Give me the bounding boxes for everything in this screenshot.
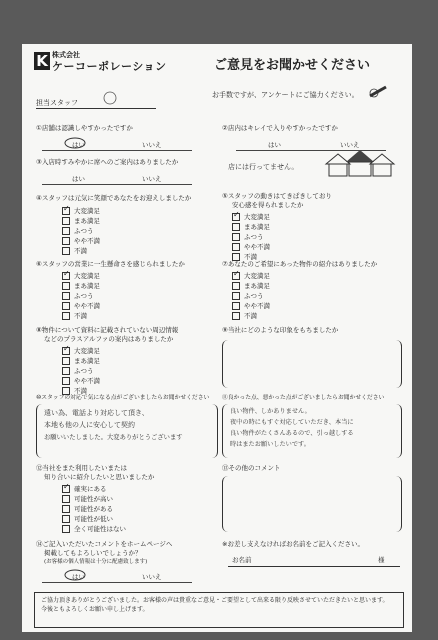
- q5-option[interactable]: ふつう: [232, 232, 270, 242]
- checkbox[interactable]: [232, 213, 240, 221]
- q2-text: ②店内はキレイで入りやすかったですか: [222, 124, 338, 132]
- q3-text: ③入店時すみやかに席へのご案内はありましたか: [36, 158, 179, 166]
- q6-options: [62, 271, 100, 321]
- q12-text-2: 知り合いに紹介したいと思いましたか: [44, 473, 155, 481]
- checkbox[interactable]: [232, 302, 240, 310]
- q8-option[interactable]: やや不満: [62, 376, 100, 386]
- checkbox[interactable]: [232, 292, 240, 300]
- q12-option[interactable]: 可能性が低い: [62, 514, 126, 524]
- houses-illustration: [322, 148, 400, 178]
- q1-text: ①店舗は認識しやすかったですか: [36, 124, 133, 132]
- company-name: ケーコーポレーション: [52, 60, 167, 73]
- checkbox[interactable]: [62, 357, 70, 365]
- q2-no[interactable]: いいえ: [340, 141, 360, 149]
- q10-line-2: 本地も他の人に安心して契約: [44, 421, 135, 429]
- name-suffix: 様: [378, 556, 385, 564]
- q5-option[interactable]: 不満: [232, 252, 270, 262]
- checkbox[interactable]: [62, 347, 70, 355]
- name-field[interactable]: [228, 566, 400, 567]
- checkbox[interactable]: [62, 485, 70, 493]
- checkbox[interactable]: [62, 525, 70, 533]
- q7-option[interactable]: まあ満足: [232, 281, 270, 291]
- q12-option[interactable]: ✓確実にある: [62, 484, 126, 494]
- staff-label: 担当スタッフ: [36, 99, 78, 107]
- page-subtitle: お手数ですが、アンケートにご協力ください。: [212, 91, 359, 99]
- checkbox[interactable]: [62, 227, 70, 235]
- q10-line-1: 遠い為、電話より対応して頂き、: [44, 409, 149, 417]
- q4-option[interactable]: 不満: [62, 246, 100, 256]
- name-prompt: ※お差し支えなければお名前をご記入ください。: [222, 540, 364, 548]
- checkbox[interactable]: [62, 377, 70, 385]
- q6-option[interactable]: ✓大変満足: [62, 271, 100, 281]
- q9-text: ⑨当社にどのような印象をもちましたか: [222, 326, 339, 334]
- q4-option[interactable]: やや不満: [62, 236, 100, 246]
- checkbox[interactable]: [232, 243, 240, 251]
- checkbox[interactable]: [232, 223, 240, 231]
- footer-box: [34, 592, 404, 628]
- q8-option[interactable]: ふつう: [62, 366, 100, 376]
- q7-option[interactable]: ふつう: [232, 291, 270, 301]
- q4-option[interactable]: ✓大変満足: [62, 206, 100, 216]
- q1-yes-circle: [64, 137, 86, 149]
- checkbox[interactable]: [62, 302, 70, 310]
- q7-option[interactable]: 不満: [232, 311, 270, 321]
- staff-stamp: [102, 90, 118, 106]
- checkbox[interactable]: [62, 272, 70, 280]
- pen-icon: [368, 84, 390, 98]
- staff-line: [36, 108, 156, 109]
- q8-text-2: などのプラスアルファの案内はありましたか: [44, 335, 174, 343]
- q12-options: [62, 484, 126, 534]
- checkbox[interactable]: [62, 217, 70, 225]
- checkbox[interactable]: [232, 312, 240, 320]
- survey-sheet: [22, 44, 412, 632]
- q4-text: ④スタッフは元気に笑顔であなたをお迎えしましたか: [36, 194, 192, 202]
- checkbox[interactable]: [62, 247, 70, 255]
- name-label: お名前: [232, 556, 252, 564]
- q8-option[interactable]: 不満: [62, 386, 100, 396]
- q8-text-1: ⑧物件について資料に記載されていない周辺情報: [36, 326, 179, 334]
- q6-option[interactable]: やや不満: [62, 301, 100, 311]
- q10-text: ⑩スタッフの対応で気になる点がございましたらお聞かせください: [36, 395, 210, 401]
- q3-yes[interactable]: はい: [72, 175, 85, 183]
- q10-line-3: お願いいたしました。大変ありがとうございます: [44, 434, 183, 441]
- q5-options: [232, 212, 270, 262]
- q14-yes[interactable]: はい: [72, 573, 85, 581]
- checkbox[interactable]: [232, 272, 240, 280]
- q11-text: ⑪良かった点、悪かった点がございましたらお聞かせください: [222, 395, 385, 401]
- q1-yes[interactable]: はい: [72, 141, 85, 149]
- q14-line: [42, 582, 192, 583]
- q3-no[interactable]: いいえ: [142, 175, 162, 183]
- q7-text: ⑦あなたのご希望にあった物件の紹介はありましたか: [222, 260, 378, 268]
- checkbox[interactable]: [232, 282, 240, 290]
- checkbox[interactable]: [62, 367, 70, 375]
- q14-text-3: (お客様の個人情報は十分に配慮致します): [44, 559, 148, 565]
- q13-answer-box[interactable]: [222, 476, 402, 532]
- q1-line: [42, 150, 192, 151]
- q12-option[interactable]: 可能性がある: [62, 504, 126, 514]
- q6-text: ⑥スタッフの営業に一生懸命さを感じられましたか: [36, 260, 185, 268]
- q12-option[interactable]: 全く可能性はない: [62, 524, 126, 534]
- checkbox[interactable]: [62, 207, 70, 215]
- q14-text-1: ⑭ご記入いただいたコメントをホームページへ: [36, 540, 173, 548]
- company-logo: K: [34, 52, 50, 70]
- q4-option[interactable]: まあ満足: [62, 216, 100, 226]
- q6-option[interactable]: ふつう: [62, 291, 100, 301]
- q8-options: [62, 346, 100, 396]
- q11-line-2: 夜中の時にもすぐ対応していただき、本当に: [230, 419, 354, 426]
- q5-option[interactable]: まあ満足: [232, 222, 270, 232]
- q13-text: ⑬その他のコメント: [222, 464, 281, 472]
- checkbox[interactable]: [62, 505, 70, 513]
- page-title: ご意見をお聞かせください: [214, 58, 371, 73]
- q7-option[interactable]: やや不満: [232, 301, 270, 311]
- q3-line: [42, 184, 192, 185]
- q8-option[interactable]: まあ満足: [62, 356, 100, 366]
- footer-text: [35, 593, 403, 617]
- q6-option[interactable]: 不満: [62, 311, 100, 321]
- q7-option[interactable]: ✓大変満足: [232, 271, 270, 281]
- q5-option[interactable]: ✓大変満足: [232, 212, 270, 222]
- q4-options: [62, 206, 100, 256]
- q5-option[interactable]: やや不満: [232, 242, 270, 252]
- checkbox[interactable]: [62, 312, 70, 320]
- q2-yes[interactable]: はい: [268, 141, 281, 149]
- q12-text-1: ⑫当社をまた利用したいまたは: [36, 464, 127, 472]
- checkbox[interactable]: [62, 292, 70, 300]
- company-type: 株式会社: [52, 51, 80, 59]
- checkbox[interactable]: [62, 282, 70, 290]
- q3-handwritten-note: 店には行ってません。: [228, 163, 299, 171]
- q8-option[interactable]: ✓大変満足: [62, 346, 100, 356]
- q5-text-2: 安心感を得られましたか: [232, 201, 304, 209]
- q1-no[interactable]: いいえ: [142, 141, 162, 149]
- q12-option[interactable]: 可能性が高い: [62, 494, 126, 504]
- footer-line-1: ご協力頂きありがとうございました。お客様の声は貴重なご意見・ご要望として出来る限り反映させていただきたいと思います。: [41, 597, 389, 604]
- q4-option[interactable]: ふつう: [62, 226, 100, 236]
- footer-line-2: 今後ともよろしくお願い申し上げます。: [41, 606, 149, 613]
- q14-no[interactable]: いいえ: [142, 573, 162, 581]
- q11-line-3: 良い物件がたくさんあるので、引っ越しする: [230, 430, 354, 437]
- q11-line-1: 良い物件、しかありません。: [230, 408, 311, 415]
- q14-yes-circle: [64, 569, 86, 581]
- checkbox[interactable]: [62, 237, 70, 245]
- q9-answer-box[interactable]: [222, 340, 402, 388]
- q14-text-2: 掲載してもよろしいでしょうか？: [44, 549, 142, 557]
- q7-options: [232, 271, 270, 321]
- checkbox[interactable]: [62, 495, 70, 503]
- q5-text-1: ⑤スタッフの動きはてきぱきしており: [222, 192, 332, 200]
- checkbox[interactable]: [232, 233, 240, 241]
- q6-option[interactable]: まあ満足: [62, 281, 100, 291]
- checkbox[interactable]: [62, 515, 70, 523]
- q11-line-4: 時はまたお願いしたいです。: [230, 441, 310, 448]
